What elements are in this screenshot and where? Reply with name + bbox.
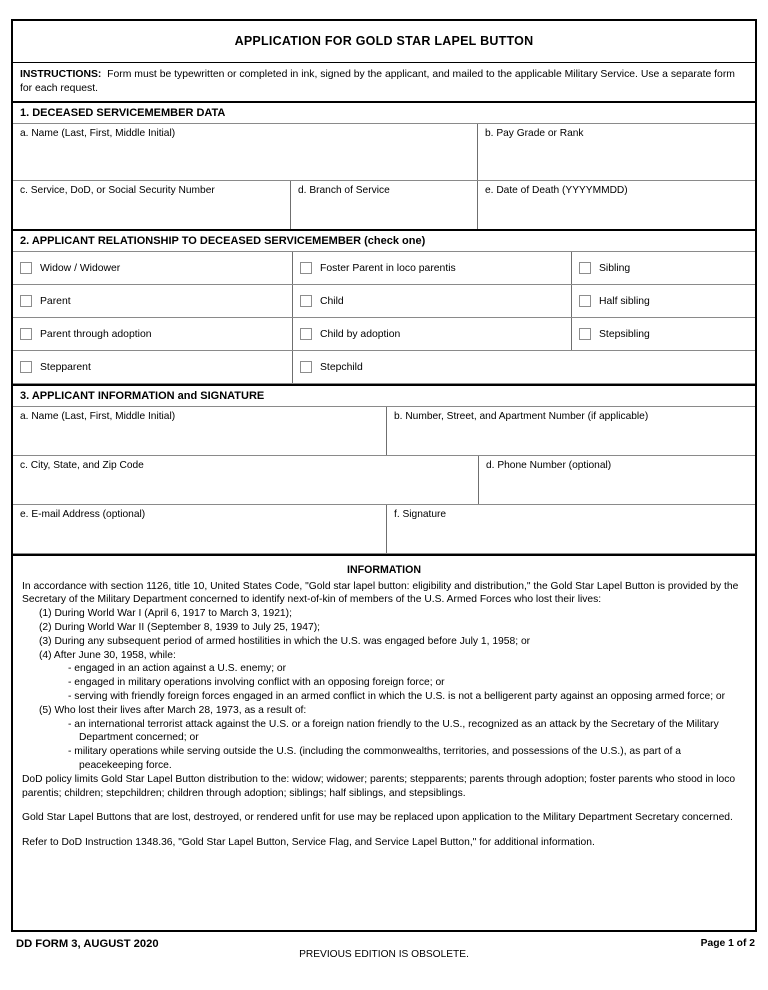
information-item-5b: - military operations while serving outside the U.S. (including the commonwealths, territories, and possessions of the U.S.), as part of a peacekeeping force.	[68, 746, 681, 772]
checkbox-option-parent[interactable]	[13, 285, 292, 317]
instructions-text: Form must be typewritten or completed in ink, signed by the applicant, and mailed to the applicable Military Service. Use a separate form for each request.	[20, 69, 735, 94]
information-policy: DoD policy limits Gold Star Lapel Button distribution to the: widow; widower; parents; stepparents; parents through adoption; foster parents who stood in loco parentis; children; stepchildren; children through adoption; siblings; half siblings, and stepsiblings.	[22, 773, 736, 799]
checkbox-label: Sibling	[599, 262, 631, 274]
page-number: Page 1 of 2	[700, 938, 755, 949]
information-item-5a: - an international terrorist attack against the U.S. or a foreign nation friendly to the U.S., recognized as an attack by the Secretary of the Military Department concerned; or	[68, 718, 719, 744]
information-list-level-1	[22, 607, 746, 662]
checkbox-icon[interactable]	[300, 295, 312, 307]
field-label: e. E-mail Address (optional)	[20, 509, 146, 521]
checkbox-option-half-sibling[interactable]	[571, 285, 755, 317]
field-deceased-pay-grade[interactable]	[477, 124, 755, 180]
page-title: APPLICATION FOR GOLD STAR LAPEL BUTTON	[13, 21, 755, 63]
field-label: f. Signature	[394, 509, 447, 521]
field-label: b. Pay Grade or Rank	[485, 128, 584, 140]
checkbox-icon[interactable]	[579, 328, 591, 340]
checkbox-icon[interactable]	[579, 295, 591, 307]
information-item-4b: - engaged in military operations involving conflict with an opposing foreign force; or	[68, 677, 445, 689]
checkbox-option-stepchild[interactable]	[292, 351, 571, 383]
field-label: a. Name (Last, First, Middle Initial)	[20, 411, 176, 423]
instructions-block	[13, 63, 755, 103]
instructions-label: INSTRUCTIONS:	[20, 69, 102, 80]
checkbox-icon[interactable]	[300, 328, 312, 340]
section-2-header: 2. APPLICANT RELATIONSHIP TO DECEASED SERVICEMEMBER (check one)	[13, 231, 755, 252]
checkbox-label: Stepsibling	[599, 328, 650, 340]
checkbox-option-foster-parent[interactable]	[292, 252, 571, 284]
checkbox-icon[interactable]	[20, 361, 32, 373]
information-replacement: Gold Star Lapel Buttons that are lost, destroyed, or rendered unfit for use may be replaced upon application to the Military Department Secretary concerned.	[22, 812, 733, 824]
checkbox-icon[interactable]	[20, 295, 32, 307]
field-label: a. Name (Last, First, Middle Initial)	[20, 128, 176, 140]
section-1-row-1	[13, 124, 755, 181]
checkbox-icon[interactable]	[20, 262, 32, 274]
field-label: d. Phone Number (optional)	[486, 460, 612, 472]
field-applicant-signature[interactable]	[386, 505, 755, 553]
relationship-row	[13, 351, 755, 384]
section-3-row-3	[13, 505, 755, 554]
checkbox-label: Widow / Widower	[40, 262, 121, 274]
information-item-4a: - engaged in an action against a U.S. enemy; or	[68, 663, 287, 675]
checkbox-cell-empty	[571, 351, 755, 383]
obsolete-note: PREVIOUS EDITION IS OBSOLETE.	[299, 949, 469, 960]
information-title: INFORMATION	[347, 564, 421, 577]
checkbox-option-stepparent[interactable]	[13, 351, 292, 383]
field-label: c. Service, DoD, or Social Security Number	[20, 185, 215, 197]
form-id-label: DD FORM 3, AUGUST 2020	[16, 938, 159, 950]
field-applicant-city-state-zip[interactable]	[13, 456, 478, 504]
information-list-level-1-cont	[22, 704, 746, 718]
information-refer: Refer to DoD Instruction 1348.36, "Gold Star Lapel Button, Service Flag, and Service Lapel Button," for additional information.	[22, 837, 595, 849]
checkbox-label: Foster Parent in loco parentis	[320, 262, 456, 274]
information-item-3: (3) During any subsequent period of armed hostilities in which the U.S. was engaged before July 1, 1958; or	[39, 635, 531, 647]
field-label: b. Number, Street, and Apartment Number (if applicable)	[394, 411, 649, 423]
checkbox-icon[interactable]	[579, 262, 591, 274]
section-3-header: 3. APPLICANT INFORMATION and SIGNATURE	[13, 384, 755, 407]
field-deceased-branch[interactable]	[290, 181, 477, 229]
checkbox-option-sibling[interactable]	[571, 252, 755, 284]
information-intro: In accordance with section 1126, title 10, United States Code, "Gold star lapel button: eligibility and distribution," the Gold Star Lapel Button is provided by the Secretary of the Military Department concerned to identify next-of-kin of members of the U.S. Armed Forces who lost their lives:	[22, 580, 739, 606]
checkbox-label: Stepchild	[320, 361, 363, 373]
field-label: e. Date of Death (YYYYMMDD)	[485, 185, 628, 197]
information-block	[13, 554, 755, 930]
field-label: d. Branch of Service	[298, 185, 390, 197]
checkbox-icon[interactable]	[300, 361, 312, 373]
field-applicant-name[interactable]	[13, 407, 386, 455]
form-body	[11, 19, 757, 932]
field-deceased-date-of-death[interactable]	[477, 181, 755, 229]
information-item-1: (1) During World War I (April 6, 1917 to March 3, 1921);	[39, 608, 292, 620]
checkbox-option-child-by-adoption[interactable]	[292, 318, 571, 350]
field-deceased-name[interactable]	[13, 124, 477, 180]
checkbox-label: Parent	[40, 295, 71, 307]
checkbox-option-widow-widower[interactable]	[13, 252, 292, 284]
field-label: c. City, State, and Zip Code	[20, 460, 144, 472]
checkbox-label: Half sibling	[599, 295, 650, 307]
checkbox-label: Parent through adoption	[40, 328, 152, 340]
section-3-row-2	[13, 456, 755, 505]
information-item-4: (4) After June 30, 1958, while:	[39, 649, 176, 661]
field-deceased-ssn[interactable]	[13, 181, 290, 229]
information-list-level-2-a	[22, 662, 746, 703]
section-1-row-2	[13, 181, 755, 231]
page-footer	[11, 938, 757, 960]
relationship-row	[13, 285, 755, 318]
field-applicant-phone[interactable]	[478, 456, 755, 504]
relationship-row	[13, 252, 755, 285]
section-1-header: 1. DECEASED SERVICEMEMBER DATA	[13, 103, 755, 124]
field-applicant-email[interactable]	[13, 505, 386, 553]
checkbox-option-parent-through-adoption[interactable]	[13, 318, 292, 350]
checkbox-option-child[interactable]	[292, 285, 571, 317]
checkbox-label: Child	[320, 295, 344, 307]
checkbox-option-stepsibling[interactable]	[571, 318, 755, 350]
checkbox-label: Child by adoption	[320, 328, 401, 340]
information-list-level-2-b	[22, 718, 746, 773]
information-item-4c: - serving with friendly foreign forces engaged in an armed conflict in which the U.S. is not a belligerent party against an opposing armed force; or	[68, 691, 726, 703]
relationship-row	[13, 318, 755, 351]
section-3-row-1	[13, 407, 755, 456]
checkbox-icon[interactable]	[20, 328, 32, 340]
checkbox-label: Stepparent	[40, 361, 91, 373]
information-item-5: (5) Who lost their lives after March 28, 1973, as a result of:	[39, 704, 307, 716]
checkbox-icon[interactable]	[300, 262, 312, 274]
field-applicant-address[interactable]	[386, 407, 755, 455]
information-item-2: (2) During World War II (September 8, 1939 to July 25, 1947);	[39, 622, 321, 634]
